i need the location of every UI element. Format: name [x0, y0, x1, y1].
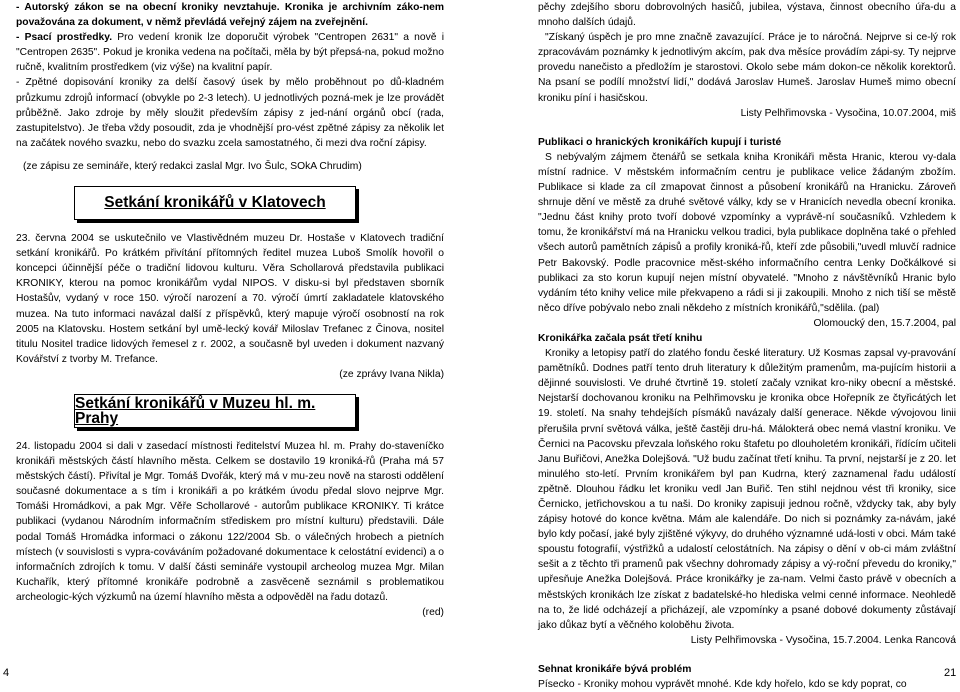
paragraph-copyright: - Autorský zákon se na obecní kroniky nevztahuje. Kronika je archivním záko-nem považována za dokument, v němž převládá veřejný zájem na zveřejnění.	[16, 2, 444, 29]
heading-box-wrapper	[16, 382, 444, 439]
heading-box-wrapper	[16, 174, 444, 231]
left-column	[16, 0, 444, 620]
paragraph-writing-tools	[16, 30, 444, 75]
source-note: Listy Pelhřimovska - Vysočina, 15.7.2004. Lenka Rancová	[690, 634, 956, 646]
paragraph-lead: - Psací prostředky.	[16, 32, 113, 44]
source-note: (red)	[422, 607, 444, 618]
source-note: Listy Pelhřimovska - Vysočina, 10.07.2004, miš	[740, 107, 956, 119]
paragraph-quote: "Získaný úspěch je pro mne značně zavazující. Práce je to náročná. Nejprve si ce-lý rok zpracovávám poznámky k jednotlivým akcím, pak dva měsíce provádím zápi-sy. Ty nejprve provedu nanečisto a předložím je starostovi. Okolo sebe mám dokon-ce několik korektorů. Na psaní se podílí množství lidí," dodává Jaroslav Humeš. Jaroslav Humeš mimo obecní kroniku píní i hasičskou.	[538, 32, 956, 104]
article-heading: Sehnat kronikáře bývá problém	[538, 663, 692, 675]
paragraph-kronikarka: Kroniky a letopisy patří do zlatého fondu české literatury. Už Kosmas zapsal vy-pravování pamětníků. Dodnes patří tento druh literatury k důležitým pramenům, ma-pujícím historii a dějinné souvislosti. Ve druhé čtvrtině 19. století začaly vznikat kro-niky obecní a městské. Nejstarší dochovanou kroniku na Pelhřimovsku je kronika obce Hořepník ze čtyřicátých let 19. století. Na snahy tehdejších písmáků navázaly další generace. Někde vývojovou linii přerušila první světová válka, ještě častěji dru-há. Málokterá obec nemá vlastní kroniku. Ve Černici na Pacovsku převzala loňského roku štafetu po dlouholetém kronikáři, řídícím učiteli Janu Buřičovi, Anežka Dolejšová. "Už budu začínat třetí knihu. Ta první, nejstarší je z 20. let minulého sto-letí. Prvním kronikářem byl pan Kudrna, který zaznamenal řadu událostí zpětně. Dlouhou řádku let kroniku vedl Jan Buřič. Ten stihl nejdnou vést tři kroniky, sice Černicko, jetřichovskou a tu naši. Do kroniky zapisuji jednou ročně, vždycky tak, aby byly zápisy hotové do konce května. Mám ale kalendáře. Do nich si poznámky za-návám, jaké bylo kdy počasí, jaké byly zjištěné výkyvy, do druhého významné udá-losti v obci. Mám také spoustu fotografií, výstřižků a udalostí celostátních. Na zápisy o dění v ob-ci mám zvláštní sešit a z těchto tři pramenů pak všechny dohromady zápisy a vý-roční převedu do kroniky," upřesňuje Anežka Dolejšová. Práce kronikářky je za-nam. Velmi často právě v obecních a městských kronikách lze získat z badatelské-ho hlediska velmi cenné informace. Neohledě na to, že lidé odcházejí a přicházejí, ale vzpomínky a psané dobové dokumenty zůstávají jako důkaz bytí a věčného koloběhu života.	[538, 348, 956, 631]
source-note: (ze zápisu ze semináře, který redakci zaslal Mgr. Ivo Šulc, SOkA Chrudim)	[23, 160, 362, 172]
paragraph-klatovy: 23. června 2004 se uskutečnilo ve Vlastivědném muzeu Dr. Hostaše v Klatovech tradiční setkání kronikářů. Po krátkém přivítání přítomných ředitel muzea Luboš Smolík hovořil o koncepci účinnější péče o tradiční lidovou kulturu. Věra Schollarová představila publikaci KRONIKY, kterou na pomoc kronikářům vydal NIPOS. V disku-si byl představen sborník Hostašův, vydaný v roce 150. výročí narození a 70. výročí úmrtí zakladatele klatovského muzea. Na tuto informaci navázal další z příspěvků, který mapuje výročí osobností na rok 2005 na Klatovsku. Hostem setkání byl umě-lecký kovář Miloslav Trefanec z Činova, nositel titulu Nositel tradice lidových řemesel z r. 2002, a současně byl uveden i dokument nazvaný Kovářství z tvorby M. Trefance.	[16, 233, 444, 365]
page-number-left: 4	[3, 667, 10, 679]
paragraph-praha: 24. listopadu 2004 si dali v zasedací místnosti ředitelství Muzea hl. m. Prahy do-staveníčko kronikáři městských částí hlavního města. Celkem se dostavilo 19 kroniká-řů (Praha má 57 městských částí). Přivítal je Mgr. Tomáš Dvořák, který má v mu-zeu nově na starosti oddělení současné dokumentace a s tím i kronikáři a po krátkém úvodu předal slovo nejprve Mgr. Tomáši Hromádkovi, a pak Mgr. Věře Schollarové - autorům publikace KRONIKY. Ti krátce publikaci (vydanou Národním informačním střediskem pro místní kulturu) představili. Dále podal Tomáš Hromádka informaci o zákonu 122/2004 Sb. o válečných hrobech a pietních místech (v souvislosti s vypra-cováváním požadované dokumentace k celostátní evidenci) a o informačních zdrojích k tomu. V další části semináře vystoupil archeolog muzea Mgr. Milan Kuchařík, který přítomné kronikáře podrobně a zasvěceně seznámil s problematikou archeologic-kých výzkumů na území hlavního města a odpověděl na řadu dotazů.	[16, 440, 444, 603]
spacer	[16, 151, 444, 159]
paragraph-body: Pro vedení kronik lze doporučit výrobek "Centropen 2631" a nově i "Centropen 2635". Pokud je kronika vedena na počítači, měla by být přepsá-na, pokud možno ručně, kvalitním prostředkem (viz výše) na kvalitní papír.	[16, 32, 444, 74]
article-heading: Kronikářka začala psát třetí knihu	[538, 332, 703, 344]
paragraph-retro-writing: - Zpětné dopisování kroniky za delší časový úsek by mělo proběhnout po dů-kladném průzkumu zdrojů informací (obvykle po 2-3 letech). U jednotlivých pozná-mek je lze provádět průběžně. Jako zdroje by měly sloužit především zápisy z jed-nání orgánů obcí (rada, zastupitelstvo). Je třeba vždy posoudit, zda je vhodnější pro-vést zpětné zápisy za několik let na začátek nového svazku, nebo do svazku zcela samostatného, či mezi dva roční zápisy.	[16, 77, 444, 149]
source-note: Olomoucký den, 15.7.2004, pal	[813, 317, 956, 329]
right-column	[538, 0, 956, 692]
heading-klatovy: Setkání kronikářů v Klatovech	[74, 186, 356, 220]
page-number-right: 21	[944, 667, 957, 679]
article-heading: Publikaci o hranických kronikářích kupují i turisté	[538, 136, 782, 148]
source-note: (ze zprávy Ivana Nikla)	[339, 368, 444, 380]
paragraph-continuation: pěchy zdejšího sboru dobrovolných hasičů, jubilea, výstava, činnost obecního úřa-du a mnoho dalších údajů.	[538, 2, 956, 29]
paragraph-hranice: S nebývalým zájmem čtenářů se setkala kniha Kronikáři města Hranic, kterou vy-dala místní radnice. V městském informačním centru je publikace velice žádaným zbožím. Publikace si klade za cíl zmapovat činnost a působení kronikářů na Hranicku. Zároveň shrnuje dění ve městě za druhé světové války, kdy se v Hranicích nevedla obecní kronika. "Jednu část knihy proto tvoří dobové vzpomínky a vyprávě-ní současníků. Vzhledem k tomu, že kronikářství má na Hranicku velkou tradici, byla publikace doplněna také o přehled všech autorů pamětních zápisů a profily kroniká-řů, kteří zde působili,"uvedl mluvčí radnice Petr Bakovský. Podle pracovnice měst-ského informačního centra Lenky Dočkálkové si publikaci za sto korun kupují nejen místní obyvatelé. "Mnoho z návštěvníků Hranic bylo vydáním této knihy velice mile překvapeno a rádi si ji zakoupili. Mnoho z nich tiší se městě něco dříve pobývalo nebo znali někdeho z místních kronikářů,"sdělila. (pal)	[538, 151, 956, 314]
paragraph-pisecko: Písecko - Kroniky mohou vyprávět mnohé. Kde kdy hořelo, kdo se kdy poprat, co	[538, 679, 907, 691]
heading-praha: Setkání kronikářů v Muzeu hl. m. Prahy	[74, 394, 356, 428]
